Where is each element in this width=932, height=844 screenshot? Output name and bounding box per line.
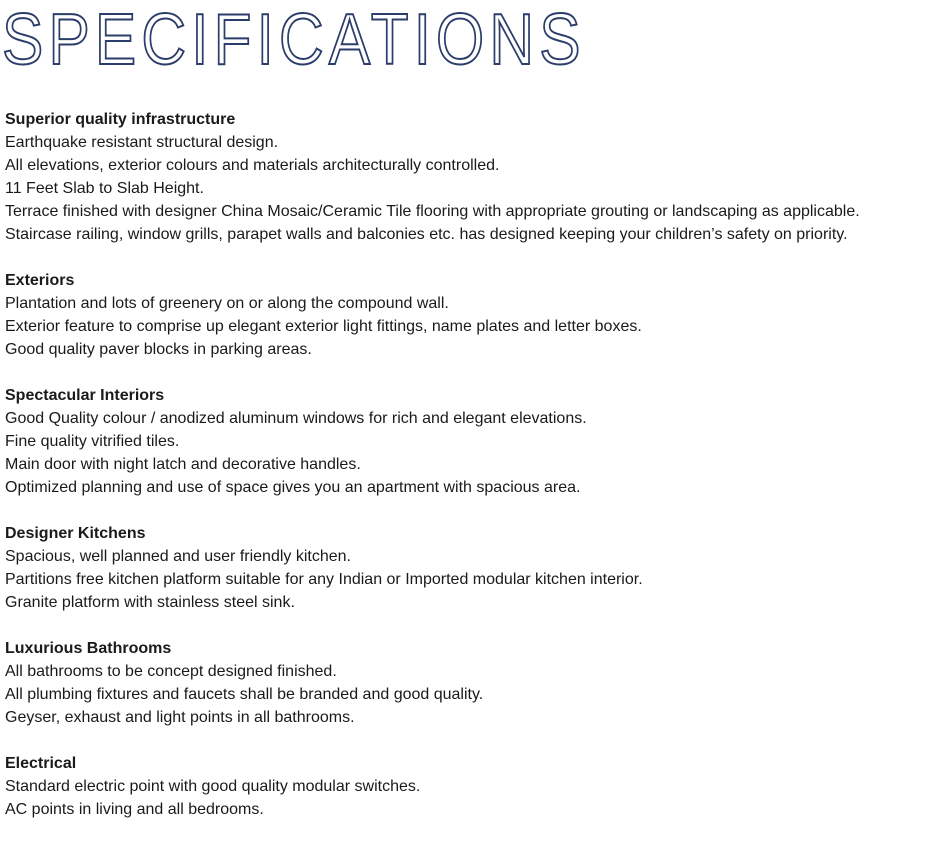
list-item: Standard electric point with good quality modular switches. (5, 778, 421, 795)
section-heading: Luxurious Bathrooms (5, 640, 172, 657)
page-title: SPECIFICATIONS (2, 0, 586, 80)
section-items (5, 407, 930, 499)
list-item: Staircase railing, window grills, parapet walls and balconies etc. has designed keeping your children’s safety on priority. (5, 226, 848, 243)
list-item: 11 Feet Slab to Slab Height. (5, 180, 204, 197)
list-item: Main door with night latch and decorative handles. (5, 456, 361, 473)
section-heading: Exteriors (5, 272, 75, 289)
section-electrical (5, 752, 930, 821)
list-item: Exterior feature to comprise up elegant exterior light fittings, name plates and letter boxes. (5, 318, 642, 335)
list-item: All plumbing fixtures and faucets shall be branded and good quality. (5, 686, 484, 703)
section-items (5, 131, 930, 246)
list-item: Granite platform with stainless steel sink. (5, 594, 295, 611)
list-item: Earthquake resistant structural design. (5, 134, 279, 151)
section-bathrooms (5, 637, 930, 729)
list-item: Terrace finished with designer China Mosaic/Ceramic Tile flooring with appropriate grouting or landscaping as applicable. (5, 203, 860, 220)
list-item: Good quality paver blocks in parking areas. (5, 341, 312, 358)
section-infrastructure (5, 108, 930, 246)
section-heading: Electrical (5, 755, 77, 772)
section-exteriors (5, 269, 930, 361)
section-items (5, 292, 930, 361)
section-kitchens (5, 522, 930, 614)
list-item: All elevations, exterior colours and materials architecturally controlled. (5, 157, 500, 174)
list-item: AC points in living and all bedrooms. (5, 801, 264, 818)
list-item: Geyser, exhaust and light points in all bathrooms. (5, 709, 355, 726)
list-item: Optimized planning and use of space gives you an apartment with spacious area. (5, 479, 581, 496)
list-item: Spacious, well planned and user friendly kitchen. (5, 548, 351, 565)
section-items (5, 775, 930, 821)
section-interiors (5, 384, 930, 499)
specifications-content (5, 108, 930, 844)
list-item: Good Quality colour / anodized aluminum windows for rich and elegant elevations. (5, 410, 587, 427)
list-item: Partitions free kitchen platform suitable for any Indian or Imported modular kitchen interior. (5, 571, 643, 588)
section-heading: Designer Kitchens (5, 525, 146, 542)
section-heading: Superior quality infrastructure (5, 111, 236, 128)
section-heading: Spectacular Interiors (5, 387, 165, 404)
list-item: Plantation and lots of greenery on or along the compound wall. (5, 295, 449, 312)
section-items (5, 545, 930, 614)
section-items (5, 660, 930, 729)
list-item: All bathrooms to be concept designed finished. (5, 663, 337, 680)
list-item: Fine quality vitrified tiles. (5, 433, 180, 450)
